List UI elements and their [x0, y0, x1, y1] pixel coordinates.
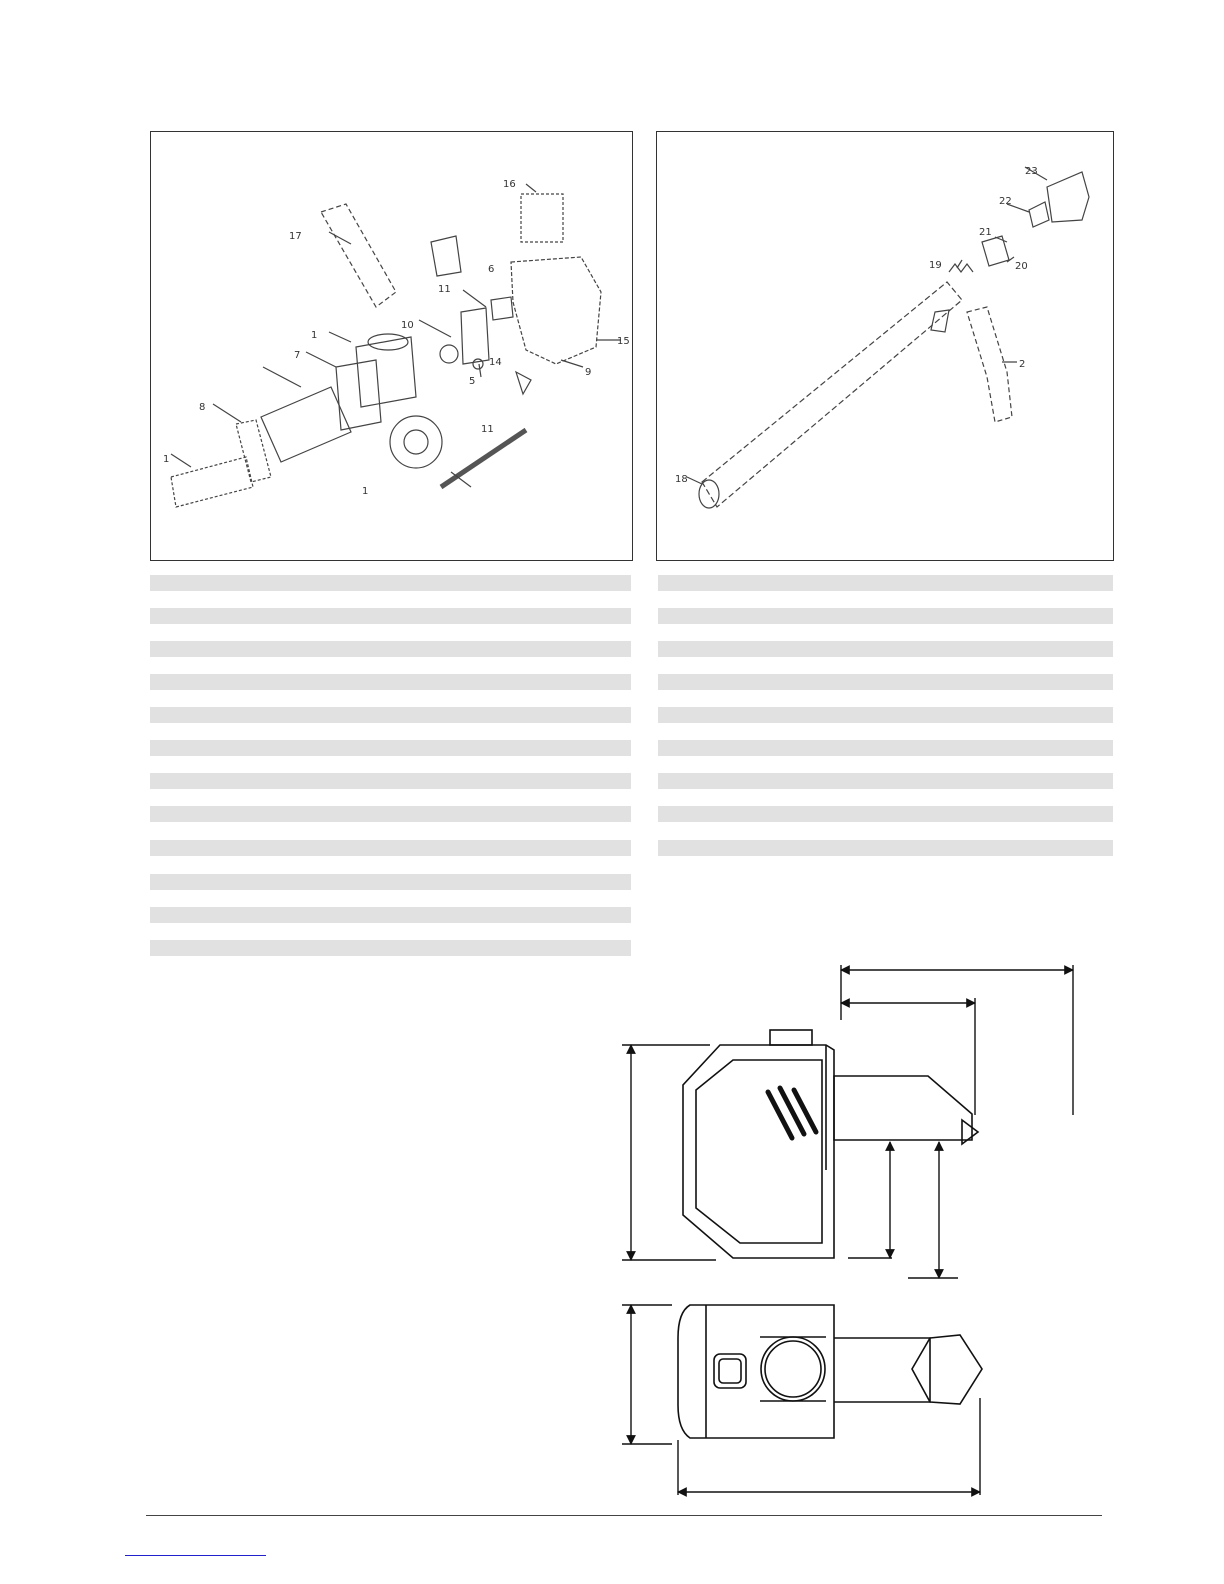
parts-row-right-7 [658, 773, 1113, 789]
callout-19: 19 [929, 260, 942, 271]
callout-1a: 1 [311, 330, 318, 341]
side-view-tube [834, 1076, 972, 1140]
parts-row-left-8 [150, 806, 631, 822]
callout-22: 22 [999, 196, 1012, 207]
parts-row-right-5 [658, 707, 1113, 723]
parts-row-right-4 [658, 674, 1113, 690]
callout-21: 21 [979, 227, 992, 238]
parts-row-right-9 [658, 840, 1113, 856]
callout-1b: 1 [163, 454, 170, 465]
callout-8: 8 [199, 402, 206, 413]
callout-1c: 1 [362, 486, 369, 497]
exploded-view-feeder [656, 131, 1114, 561]
callout-14: 14 [489, 357, 502, 368]
callout-16: 16 [503, 179, 516, 190]
footer-rule [146, 1515, 1102, 1516]
callout-11: 11 [438, 284, 451, 295]
parts-row-left-5 [150, 707, 631, 723]
callout-20: 20 [1015, 261, 1028, 272]
parts-row-left-2 [150, 608, 631, 624]
dimension-drawings [600, 960, 1120, 1520]
parts-row-right-8 [658, 806, 1113, 822]
footer-link-underline[interactable] [125, 1555, 266, 1556]
callout-18: 18 [675, 474, 688, 485]
parts-row-right-3 [658, 641, 1113, 657]
callout-7: 7 [294, 350, 301, 361]
callout-23: 23 [1025, 166, 1038, 177]
top-view-nozzle [912, 1335, 982, 1404]
callout-5: 5 [469, 376, 476, 387]
parts-row-right-6 [658, 740, 1113, 756]
parts-row-left-10 [150, 874, 631, 890]
callout-17: 17 [289, 231, 302, 242]
parts-row-left-11 [150, 907, 631, 923]
feeder-exploded-drawing [657, 132, 1113, 560]
callout-11b: 11 [481, 424, 494, 435]
callout-10: 10 [401, 320, 414, 331]
parts-row-right-1 [658, 575, 1113, 591]
parts-row-left-1 [150, 575, 631, 591]
side-view-top-port [770, 1030, 812, 1045]
parts-row-left-7 [150, 773, 631, 789]
exploded-view-burner [150, 131, 633, 561]
parts-row-left-12 [150, 940, 631, 956]
callout-2: 2 [1019, 359, 1026, 370]
parts-row-right-2 [658, 608, 1113, 624]
burner-exploded-drawing [151, 132, 632, 560]
parts-row-left-9 [150, 840, 631, 856]
callout-15: 15 [617, 336, 630, 347]
parts-row-left-3 [150, 641, 631, 657]
parts-row-left-6 [150, 740, 631, 756]
side-view-body [683, 1045, 834, 1258]
callout-9: 9 [585, 367, 592, 378]
parts-row-left-4 [150, 674, 631, 690]
top-view-body [678, 1305, 834, 1438]
callout-6: 6 [488, 264, 495, 275]
